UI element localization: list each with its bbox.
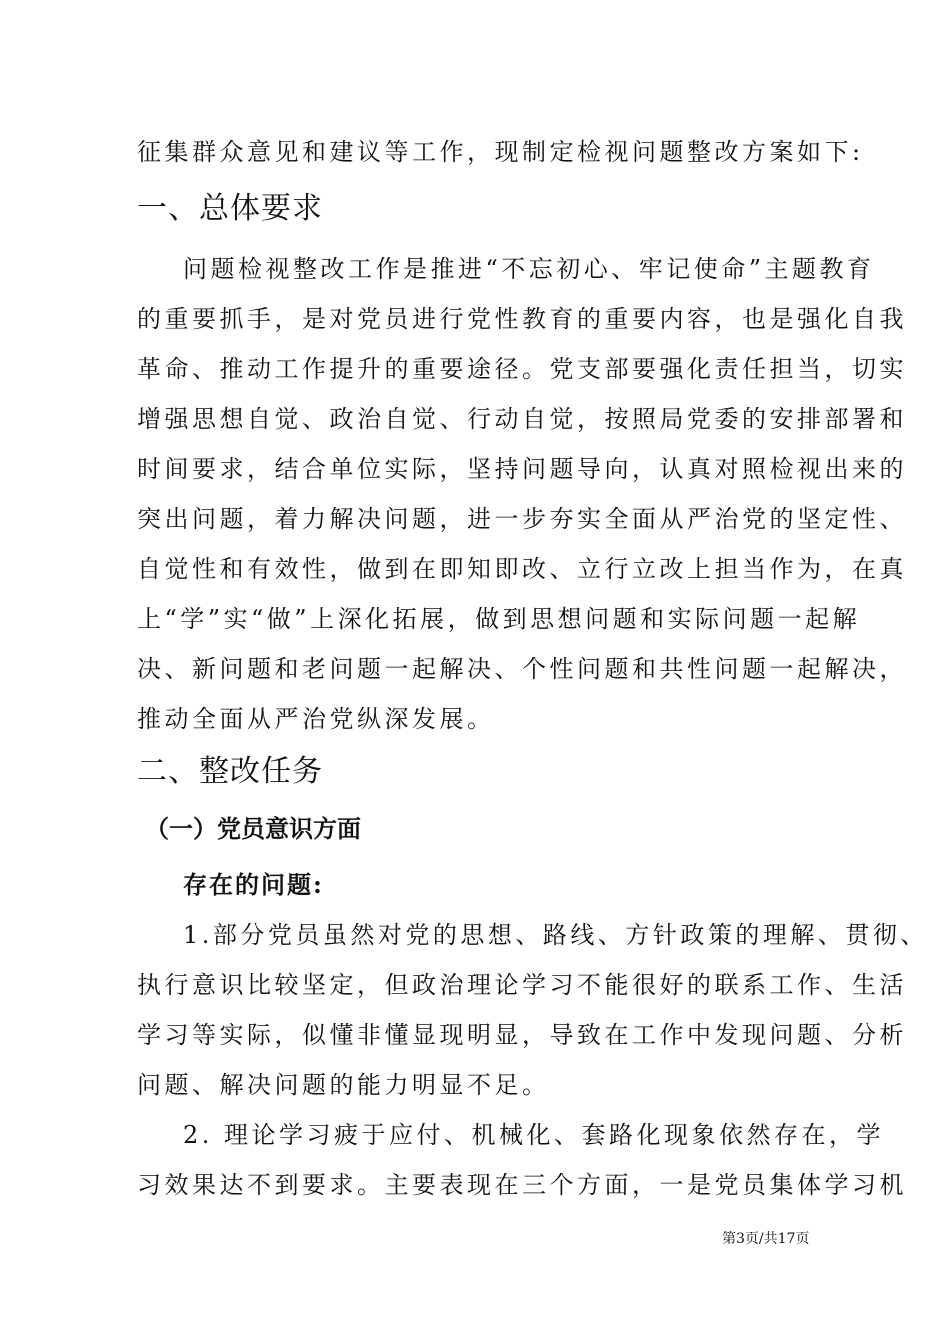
paragraph-line: 推动全面从严治党纵深发展。 — [137, 705, 495, 733]
subsection-heading-party-awareness: （一）党员意识方面 — [145, 815, 361, 843]
paragraph-line: 问题检视整改工作是推进“不忘初心、牢记使命”主题教育 — [183, 255, 875, 283]
page-number-footer: 第3页/共17页 — [722, 1231, 810, 1247]
paragraph-line: 执行意识比较坚定，但政治理论学习不能很好的联系工作、生活 — [137, 971, 907, 999]
paragraph-line: 习效果达不到要求。主要表现在三个方面，一是党员集体学习机 — [137, 1171, 907, 1199]
paragraph-line: 上“学”实“做”上深化拓展，做到思想问题和实际问题一起解 — [137, 605, 861, 633]
section-heading-rectification-tasks: 二、整改任务 — [137, 754, 323, 789]
paragraph-line: 学习等实际，似懂非懂显现明显，导致在工作中发现问题、分析 — [137, 1021, 907, 1049]
paragraph-line: 决、新问题和老问题一起解决、个性问题和共性问题一起解决， — [137, 655, 907, 683]
paragraph-line: 时间要求，结合单位实际，坚持问题导向，认真对照检视出来的 — [137, 455, 907, 483]
section-heading-general-requirements: 一、总体要求 — [137, 191, 323, 226]
paragraph-line: 增强思想自觉、政治自觉、行动自觉，按照局党委的安排部署和 — [137, 405, 907, 433]
intro-line: 征集群众意见和建议等工作，现制定检视问题整改方案如下: — [137, 138, 864, 166]
paragraph-line: 革命、推动工作提升的重要途径。党支部要强化责任担当，切实 — [137, 355, 907, 383]
problems-label: 存在的问题: — [183, 870, 324, 899]
paragraph-line: 问题、解决问题的能力明显不足。 — [137, 1071, 550, 1099]
paragraph-line: 2. 理论学习疲于应付、机械化、套路化现象依然存在，学 — [183, 1121, 885, 1149]
paragraph-line: 的重要抓手，是对党员进行党性教育的重要内容，也是强化自我 — [137, 305, 907, 333]
paragraph-line: 自觉性和有效性，做到在即知即改、立行立改上担当作为，在真 — [137, 555, 907, 583]
paragraph-line: 突出问题，着力解决问题，进一步夯实全面从严治党的坚定性、 — [137, 505, 907, 533]
paragraph-line: 1.部分党员虽然对党的思想、路线、方针政策的理解、贯彻、 — [183, 921, 928, 949]
